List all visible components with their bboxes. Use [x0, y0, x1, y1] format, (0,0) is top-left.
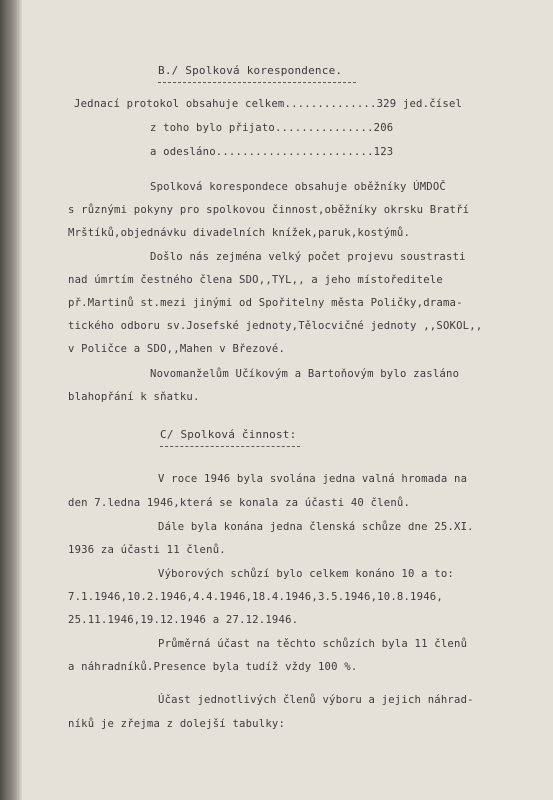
protocol-line-received: z toho bylo přijato...............206 [150, 122, 394, 134]
paragraph-line: tického odboru sv.Josefské jednoty,Tělocvičné jednoty ,,SOKOL,, [68, 320, 483, 332]
paragraph-line: 25.11.1946,19.12.1946 a 27.12.1946. [68, 614, 299, 626]
binding-edge [0, 0, 22, 800]
protocol-line-total: Jednací protokol obsahuje celkem..............329 jed.čísel [74, 98, 463, 110]
paragraph-line: V roce 1946 byla svolána jedna valná hromada na [158, 473, 468, 485]
paragraph-line: s různými pokyny pro spolkovou činnost,oběžníky okrsku Bratří [68, 204, 470, 216]
paragraph-line: Novomanželům Učíkovým a Bartoňovým bylo zasláno [150, 368, 460, 380]
paragraph-line: př.Martinů st.mezi jinými od Spořitelny města Poličky,drama- [68, 297, 463, 309]
section-b-underline [158, 82, 356, 83]
paragraph-line: den 7.ledna 1946,která se konala za účasti 40 členů. [68, 497, 411, 509]
paragraph-line: Výborových schůzí bylo celkem konáno 10 a to: [158, 568, 455, 580]
paragraph-line: Účast jednotlivých členů výboru a jejich náhrad- [158, 694, 474, 706]
typewritten-sheet [22, 0, 553, 800]
protocol-line-sent: a odesláno........................123 [150, 146, 394, 158]
paragraph-line: Spolková korespondece obsahuje oběžníky ÚMDOČ [150, 181, 447, 193]
section-c-heading: C/ Spolková činnost: [160, 428, 297, 441]
paragraph-line: Došlo nás zejména velký počet projevu soustrasti [150, 251, 466, 263]
section-b-heading: B./ Spolková korespondence. [158, 64, 343, 77]
paragraph-line: 1936 za účasti 11 členů. [68, 544, 226, 556]
paragraph-line: níků je zřejma z dolejší tabulky: [68, 718, 286, 730]
paragraph-line: Průměrná účast na těchto schůzích byla 11 členů [158, 638, 468, 650]
section-c-underline [160, 446, 300, 447]
paragraph-line: 7.1.1946,10.2.1946,4.4.1946,18.4.1946,3.5.1946,10.8.1946, [68, 591, 443, 603]
paragraph-line: nad úmrtím čestného člena SDO,,TYL,, a jeho místoředitele [68, 274, 443, 286]
paragraph-line: blahopřání k sňatku. [68, 391, 200, 403]
paragraph-line: v Poličce a SDO,,Mahen v Březové. [68, 343, 286, 355]
paragraph-line: a náhradníků.Presence byla tudíž vždy 100 %. [68, 661, 358, 673]
paragraph-line: Dále byla konána jedna členská schůze dne 25.XI. [158, 521, 474, 533]
paragraph-line: Mrštíků,objednávku divadelních knížek,paruk,kostýmů. [68, 227, 411, 239]
